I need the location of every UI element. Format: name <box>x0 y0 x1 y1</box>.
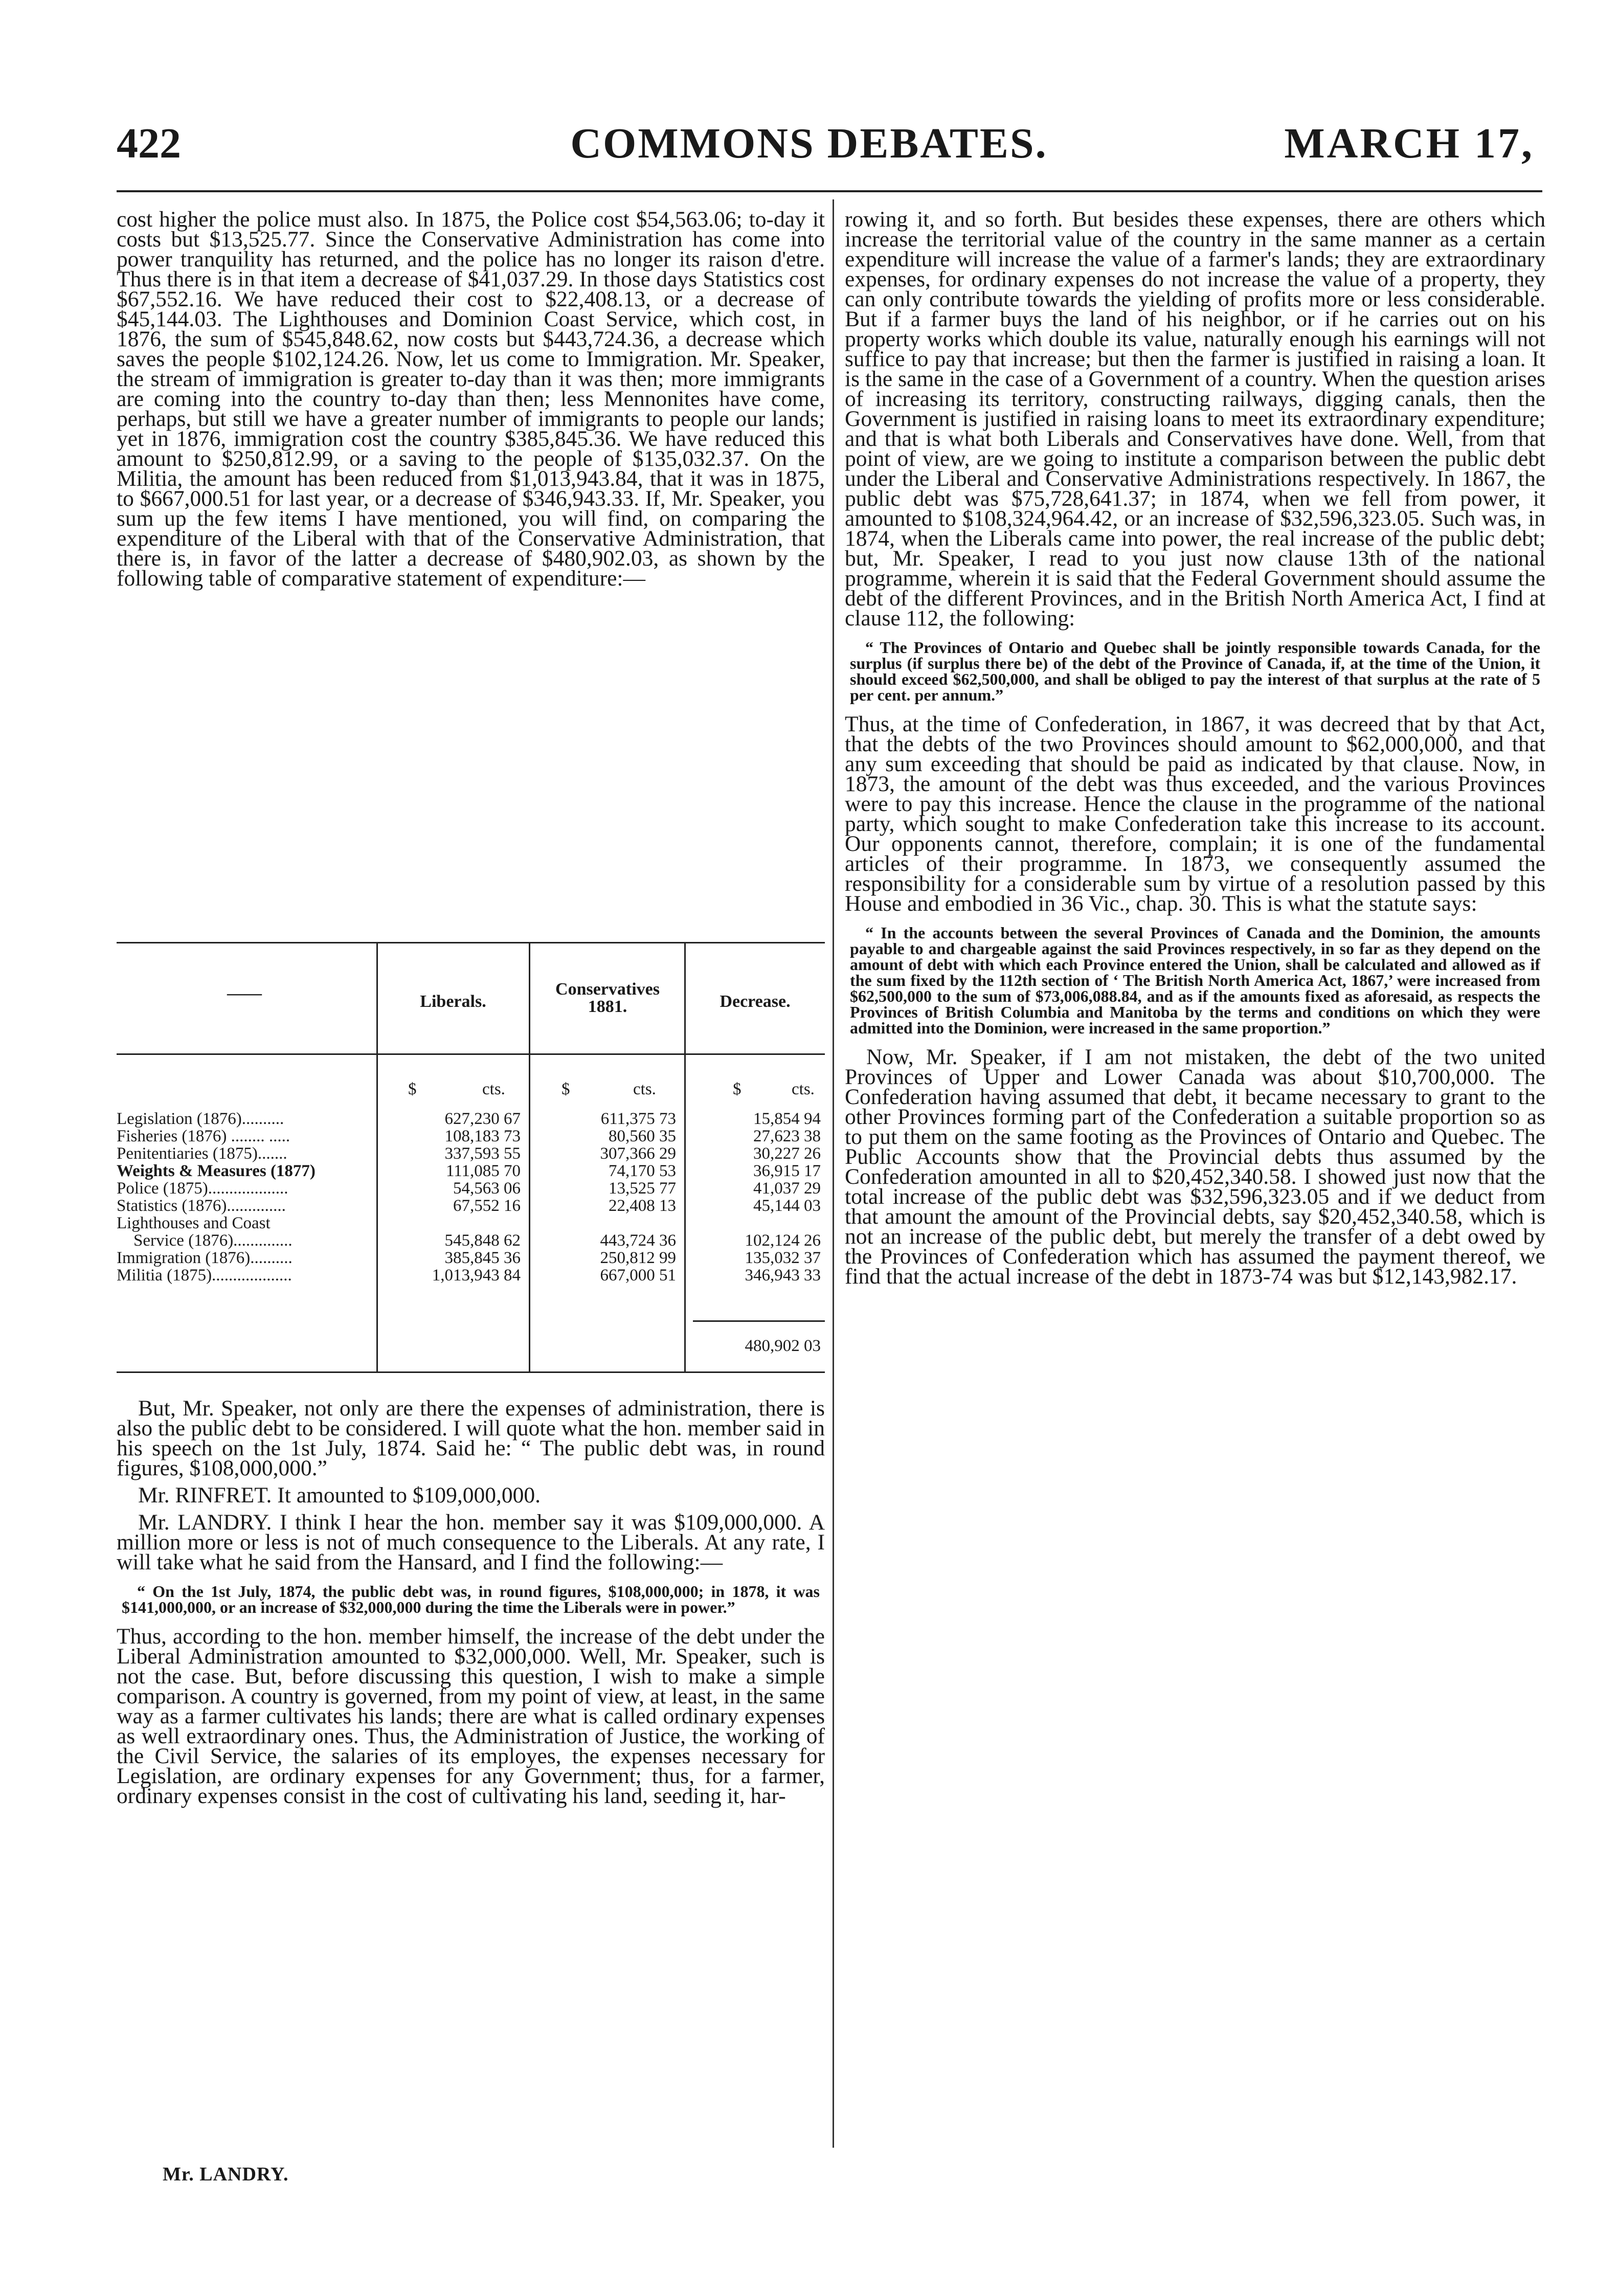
row-conservatives: 74,170 53 <box>609 1162 676 1180</box>
row-decrease: 27,623 38 <box>753 1127 821 1145</box>
table-header-decrease: Decrease. <box>720 992 791 1011</box>
left-paragraph-1: cost higher the police must also. In 1875, the Police cost $54,563.06; to-day it costs but $13,525.77. Since the Conservative Administration has come into power tranquility has returned, and the police has no longer its raison d'etre. Thus there is in that item a decrease of $41,037.29. In those days Statistics cost $67,552.16. We have reduced their cost to $22,408.13, or a decrease of $45,144.03. The Lighthouses and Dominion Coast Service, which cost, in 1876, the sum of $545,848.62, now costs but $443,724.36, a decrease which saves the people $102,124.26. Now, let us come to Immigration. Mr. Speaker, the stream of immigration is greater to-day than it was then; more immigrants are coming into the country to-day than then; less Mennonites have come, perhaps, but still we have a greater number of immigrants to people our lands; yet in 1876, immigration cost the country $385,845.36. We have reduced this amount to $250,812.99, or a saving to the people of $135,032.37. On the Militia, the amount has been reduced from $1,013,943.84, that it was in 1875, to $667,000.51 for last year, or a decrease of $346,943.33. If, Mr. Speaker, you sum up the few items I have mentioned, you will find, on comparing the expenditure of the Liberal with that of the Conservative Administration, that there is, in favor of the latter a decrease of $480,902.03, as shown by the following table of comparative statement of expenditure:— <box>117 207 825 591</box>
left-paragraph-5: Thus, according to the hon. member himself, the increase of the debt under the Liberal Administration amounted to $32,000,000. Well, Mr. Speaker, such is not the case. But, before discussing this question, I wish to make a simple comparison. A country is governed, from my point of view, at least, in the same way as a farmer cultivates his lands; there are what is called ordinary expenses as well extraordinary ones. Thus, the Administration of Justice, the working of the Civil Service, the salaries of its employes, the expenses necessary for Legislation, are ordinary expenses for any Government; thus, for a farmer, ordinary expenses consist in the cost of cultivating his land, seeding it, har- <box>117 1624 825 1808</box>
row-decrease: 135,032 37 <box>745 1249 821 1267</box>
row-label: Police (1875)................... <box>117 1179 288 1198</box>
row-conservatives: 307,366 29 <box>600 1144 676 1163</box>
page-title: COMMONS DEBATES. <box>570 120 1048 167</box>
row-conservatives: 80,560 35 <box>609 1127 676 1145</box>
unit-cts-conservatives: cts. <box>633 1080 656 1098</box>
table-header-conservatives: Conservatives 1881. <box>555 980 660 1016</box>
unit-cts-liberals: cts. <box>482 1080 505 1098</box>
right-quote-2: “ In the accounts between the several Provinces of Canada and the Dominion, the amounts payable to and chargeable against the said Provinces respectively, in so far as they depend on the amount of debt with which each Province entered the Union, shall be calculated and allowed as if the sum fixed by the 112th section of ‘ The British North America Act, 1867,’ were increased from $62,500,000 to the sum of $73,006,088.84, and as if the amounts fixed as aforesaid, as respects the Provinces of British Columbia and Manitoba by the terms and conditions on which they were admitted into the Dominion, were increased in the same proportion.” <box>850 924 1540 1037</box>
right-paragraph-3: Now, Mr. Speaker, if I am not mistaken, the debt of the two united Provinces of Upper and Lower Canada was about $10,700,000. The Confederation having assumed that debt, it became necessary to grant to the other Provinces forming part of the Confederation a suitable proportion so as to put them on the same footing as the Provinces of Ontario and Quebec. The Public Accounts show that the Provincial debts thus assumed by the Confederation amounted in all to $20,452,340.58. I showed just now that the total increase of the public debt was $32,596,323.05 and if we deduct from that amount the amount of the Provincial debts, say $20,452,340.58, which is not an increase of the public debt, but merely the transfer of a debt owed by the Provinces of Confederation which has assumed the payment thereof, we find that the actual increase of the debt in 1873-74 was but $12,143,982.17. <box>845 1045 1545 1289</box>
row-decrease: 41,037 29 <box>753 1179 821 1198</box>
unit-dollar-decrease: $ <box>733 1080 741 1098</box>
row-decrease: 102,124 26 <box>745 1231 821 1250</box>
row-decrease: 36,915 17 <box>753 1162 821 1180</box>
left-paragraph-2: But, Mr. Speaker, not only are there the expenses of administration, there is also the public debt to be considered. I will quote what the hon. member said in his speech on the 1st July, 1874. Said he: “ The public debt was, in round figures, $108,000,000.” <box>117 1396 825 1480</box>
row-label: Fisheries (1876) ........ ..... <box>117 1127 290 1145</box>
page-date: MARCH 17, <box>1284 120 1534 167</box>
row-liberals: 108,183 73 <box>444 1127 521 1145</box>
comparison-table <box>117 942 825 1371</box>
right-paragraph-2: Thus, at the time of Confederation, in 1867, it was decreed that by that Act, that the debts of the two Provinces should amount to $62,000,000, and that any sum exceeding that should be paid as indicated by that clause. Now, in 1873, the amount of the debt was thus exceeded, and the various Provinces were to pay this increase. Hence the clause in the programme of the national party, which sought to make Confederation take this increase to its account. Our opponents cannot, therefore, complain; it is one of the fundamental articles of their programme. In 1873, we consequently assumed the responsibility for a considerable sum by virtue of a resolution passed by this House and embodied in 36 Vic., chap. 30. This is what the statute says: <box>845 712 1545 916</box>
row-conservatives: 250,812 99 <box>600 1249 676 1267</box>
table-rule-header <box>117 1053 825 1055</box>
table-header-liberals: Liberals. <box>420 992 486 1011</box>
column-divider <box>833 199 834 2148</box>
row-liberals: 54,563 06 <box>453 1179 521 1198</box>
row-label: Immigration (1876).......... <box>117 1249 293 1267</box>
row-conservatives: 22,408 13 <box>609 1197 676 1215</box>
left-paragraph-3: Mr. RINFRET. It amounted to $109,000,000. <box>138 1483 541 1507</box>
table-total: 480,902 03 <box>745 1337 821 1355</box>
unit-dollar-liberals: $ <box>408 1080 417 1098</box>
row-label: Penitentiaries (1875)....... <box>117 1144 287 1163</box>
row-label: Lighthouses and Coast <box>117 1214 271 1232</box>
left-paragraph-4: Mr. LANDRY. I think I hear the hon. member say it was $109,000,000. A million more or less is not of much consequence to the Liberals. At any rate, I will take what he said from the Hansard, and I find the following:— <box>117 1510 825 1574</box>
right-paragraph-1: rowing it, and so forth. But besides these expenses, there are others which increase the territorial value of the country in the same manner as a certain expenditure will increase the value of a farmer's lands; they are extraordinary expenses, for ordinary expenses do not increase the value of a property, they can only contribute towards the yielding of profits more or less considerable. But if a farmer buys the land of his neighbor, or if he carries out on his property works which double its value, naturally enough his earnings will not suffice to pay that increase; but then the farmer is justified in raising a loan. It is the same in the case of a Government of a country. When the question arises of increasing its territory, constructing railways, digging canals, then the Government is justified in raising loans to meet its extraordinary expenditure; and that is what both Liberals and Conservatives have done. Well, from that point of view, are we going to institute a comparison between the public debt under the Liberal and Conservative Administrations respectively. In 1867, the public debt was $75,728,641.37; in 1874, when we fell from power, it amounted to $108,324,964.42, or an increase of $32,596,323.05. Such was, in 1874, when the Liberals came into power, the real increase of the public debt; but, Mr. Speaker, I read to you just now clause 13th of the national programme, wherein it is said that the Federal Government should assume the debt of the different Provinces, and in the British North America Act, I find at clause 112, the following: <box>845 207 1545 631</box>
row-conservatives: 443,724 36 <box>600 1231 676 1250</box>
row-label: Weights & Measures (1877) <box>117 1162 316 1180</box>
unit-dollar-conservatives: $ <box>561 1080 570 1098</box>
row-decrease: 45,144 03 <box>753 1197 821 1215</box>
row-liberals: 111,085 70 <box>445 1162 521 1180</box>
row-conservatives: 611,375 73 <box>600 1110 676 1128</box>
row-liberals: 385,845 36 <box>444 1249 521 1267</box>
right-quote-1: “ The Provinces of Ontario and Quebec shall be jointly responsible towards Canada, for the surplus (if surplus there be) of the debt of the Province of Canada, if, at the time of the Union, it should exceed $62,500,000, and shall be obliged to pay the interest of that surplus at the rate of 5 per cent. per annum.” <box>850 638 1540 704</box>
table-vline-2 <box>529 942 530 1371</box>
row-liberals: 67,552 16 <box>453 1197 521 1215</box>
page-number: 422 <box>117 120 181 167</box>
left-quote-1: “ On the 1st July, 1874, the public debt was, in round figures, $108,000,000; in 1878, it was $141,000,000, or an increase of $32,000,000 during the time the Liberals were in power.” <box>122 1582 820 1616</box>
row-label: Legislation (1876).......... <box>117 1110 284 1128</box>
table-header-blank: —— <box>227 984 262 1003</box>
row-liberals: 545,848 62 <box>444 1231 521 1250</box>
header-rule <box>117 190 1542 192</box>
row-label: Service (1876).............. <box>117 1231 293 1250</box>
unit-cts-decrease: cts. <box>792 1080 815 1098</box>
right-column <box>845 207 1545 1289</box>
row-conservatives: 667,000 51 <box>600 1266 676 1285</box>
table-rule-bottom <box>117 1371 825 1373</box>
left-column-bottom <box>117 1396 825 1808</box>
row-liberals: 627,230 67 <box>444 1110 521 1128</box>
row-decrease: 15,854 94 <box>753 1110 821 1128</box>
table-rule-top <box>117 942 825 943</box>
row-decrease: 346,943 33 <box>745 1266 821 1285</box>
row-liberals: 1,013,943 84 <box>432 1266 521 1285</box>
row-liberals: 337,593 55 <box>444 1144 521 1163</box>
row-conservatives: 13,525 77 <box>609 1179 676 1198</box>
table-rule-total <box>693 1320 825 1322</box>
row-label: Statistics (1876).............. <box>117 1197 286 1215</box>
footer-speaker: Mr. LANDRY. <box>163 2164 289 2185</box>
left-column-top <box>117 207 825 591</box>
row-decrease: 30,227 26 <box>753 1144 821 1163</box>
row-label: Militia (1875)................... <box>117 1266 292 1285</box>
